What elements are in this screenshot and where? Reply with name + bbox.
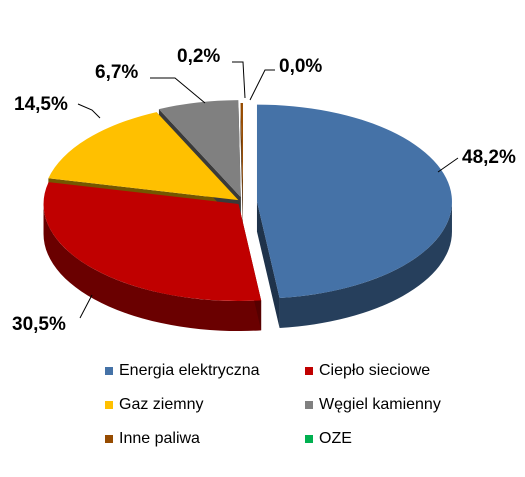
legend-item	[305, 362, 505, 380]
pie-slice-4	[241, 103, 243, 200]
leader-line-0	[438, 158, 458, 172]
legend-label: Inne paliwa	[119, 430, 200, 447]
data-label-1: 30,5%	[12, 314, 66, 335]
leader-line-5	[250, 70, 275, 100]
legend-item	[305, 396, 505, 414]
legend-swatch	[105, 401, 113, 409]
data-label-0: 48,2%	[462, 147, 516, 168]
data-label-2: 14,5%	[14, 94, 68, 115]
legend-item	[305, 430, 505, 448]
data-label-5: 0,0%	[279, 56, 323, 77]
legend-label: Węgiel kamienny	[319, 396, 441, 413]
legend-swatch	[105, 435, 113, 443]
legend-item	[105, 430, 305, 448]
data-label-4: 0,2%	[177, 46, 221, 67]
legend-swatch	[105, 367, 113, 375]
legend-swatch	[305, 401, 313, 409]
legend-label: OZE	[319, 430, 352, 447]
leader-line-3	[150, 78, 205, 103]
legend-swatch	[305, 435, 313, 443]
leader-line-2	[78, 104, 100, 118]
legend-item	[105, 362, 305, 380]
legend-item	[105, 396, 305, 414]
legend-label: Gaz ziemny	[119, 396, 204, 413]
chart-legend	[105, 362, 505, 448]
data-label-3: 6,7%	[95, 62, 139, 83]
leader-line-1	[80, 295, 92, 318]
pie-tops	[44, 100, 452, 301]
legend-swatch	[305, 367, 313, 375]
legend-label: Energia elektryczna	[119, 362, 260, 379]
leader-line-4	[232, 62, 245, 98]
legend-label: Ciepło sieciowe	[319, 362, 431, 379]
